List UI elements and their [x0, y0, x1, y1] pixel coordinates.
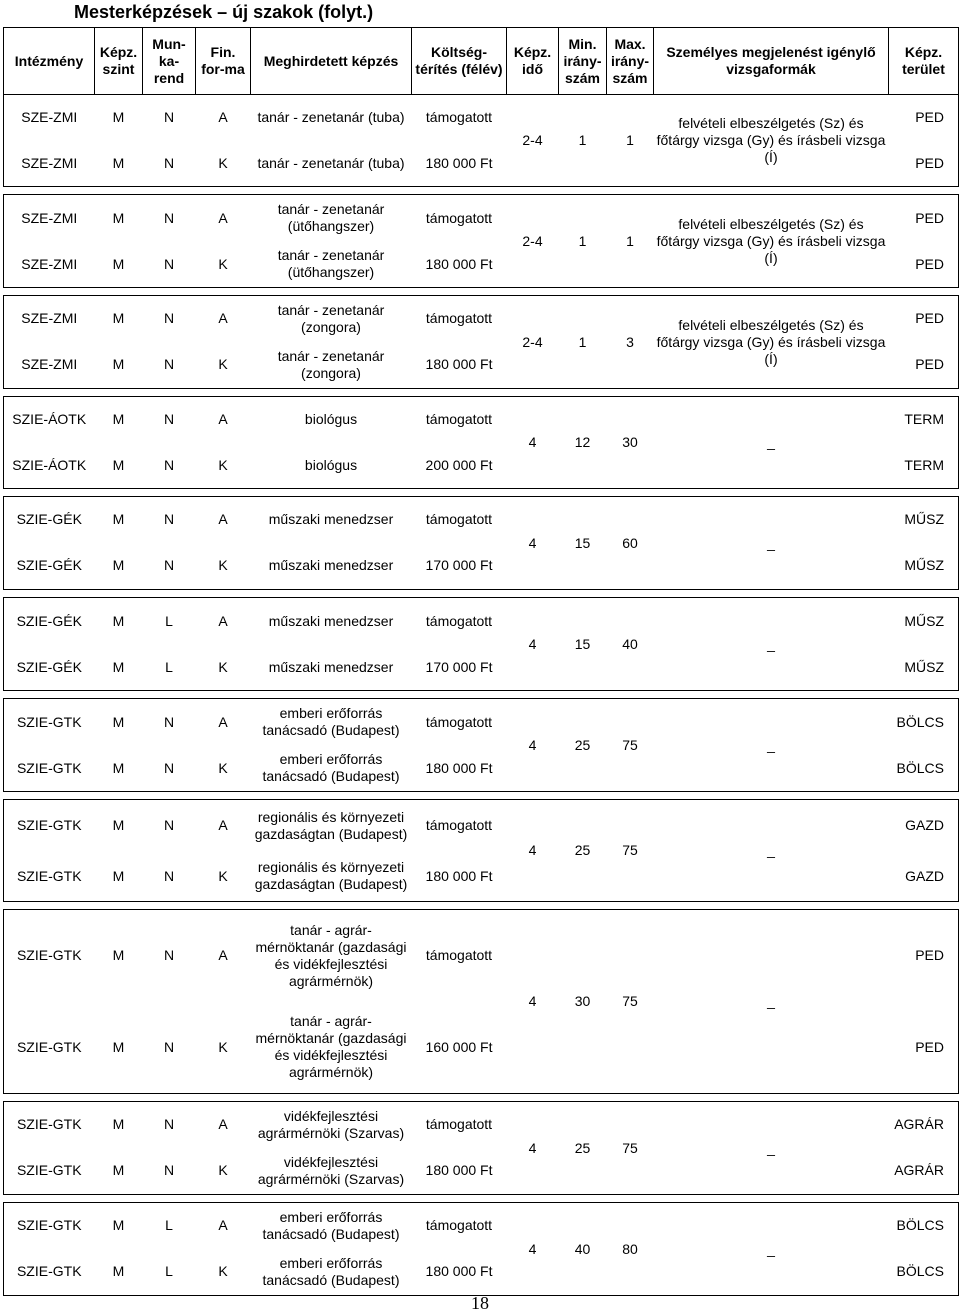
cell-kepzes: emberi erőforrás tanácsadó (Budapest): [251, 1249, 412, 1296]
cell-vizsga: _: [654, 1102, 889, 1195]
cell-forma: K: [196, 342, 251, 389]
cell-max: 75: [607, 699, 654, 792]
cell-forma: A: [196, 296, 251, 342]
cell-kepzes: emberi erőforrás tanácsadó (Budapest): [251, 699, 412, 746]
cell-kepzes: tanár - zenetanár (tuba): [251, 141, 412, 187]
cell-rend: L: [143, 1249, 196, 1296]
cell-terulet: BÖLCS: [889, 1203, 959, 1249]
cell-kepzes: tanár - zenetanár (ütőhangszer): [251, 195, 412, 242]
cell-ido: 4: [507, 598, 559, 691]
cell-ido: 4: [507, 1203, 559, 1296]
cell-szint: M: [95, 242, 143, 288]
cell-inst: SZE-ZMI: [4, 95, 95, 141]
cell-forma: A: [196, 497, 251, 543]
cell-szint: M: [95, 543, 143, 590]
cell-min: 1: [559, 296, 607, 389]
cell-koltseg: támogatott: [412, 296, 507, 342]
cell-max: 60: [607, 497, 654, 590]
cell-kepzes: tanár - agrár-mérnöktanár (gazdasági és vidékfejlesztési agrármérnök): [251, 1002, 412, 1094]
cell-szint: M: [95, 296, 143, 342]
cell-forma: K: [196, 746, 251, 792]
cell-min: 40: [559, 1203, 607, 1296]
cell-terulet: PED: [889, 910, 959, 1002]
page-number: 18: [471, 1293, 489, 1313]
cell-rend: N: [143, 1102, 196, 1148]
cell-forma: K: [196, 543, 251, 590]
cell-max: 75: [607, 910, 654, 1094]
cell-kepzes: műszaki menedzser: [251, 497, 412, 543]
cell-szint: M: [95, 800, 143, 852]
table-row: [4, 195, 959, 242]
cell-inst: SZIE-ÁOTK: [4, 397, 95, 443]
cell-terulet: BÖLCS: [889, 699, 959, 746]
cell-ido: 4: [507, 800, 559, 902]
cell-rend: N: [143, 242, 196, 288]
cell-kepzes: regionális és környezeti gazdaságtan (Budapest): [251, 852, 412, 902]
column-header: Min. irány-szám: [559, 28, 607, 95]
cell-kepzes: vidékfejlesztési agrármérnöki (Szarvas): [251, 1148, 412, 1195]
cell-kepzes: biológus: [251, 443, 412, 489]
cell-terulet: PED: [889, 141, 959, 187]
cell-ido: 4: [507, 910, 559, 1094]
cell-max: 75: [607, 800, 654, 902]
cell-szint: M: [95, 1002, 143, 1094]
cell-max: 75: [607, 1102, 654, 1195]
cell-koltseg: 180 000 Ft: [412, 141, 507, 187]
cell-min: 12: [559, 397, 607, 489]
cell-ido: 2-4: [507, 296, 559, 389]
cell-terulet: MŰSZ: [889, 598, 959, 645]
cell-min: 1: [559, 95, 607, 187]
cell-terulet: PED: [889, 95, 959, 141]
cell-koltseg: támogatott: [412, 800, 507, 852]
cell-ido: 4: [507, 497, 559, 590]
cell-terulet: MŰSZ: [889, 497, 959, 543]
column-header: Fin. for-ma: [196, 28, 251, 95]
cell-forma: A: [196, 1203, 251, 1249]
cell-kepzes: vidékfejlesztési agrármérnöki (Szarvas): [251, 1102, 412, 1148]
cell-kepzes: emberi erőforrás tanácsadó (Budapest): [251, 1203, 412, 1249]
column-header: Személyes megjelenést igénylő vizsgaformák: [654, 28, 889, 95]
cell-terulet: GAZD: [889, 852, 959, 902]
column-header: Intézmény: [4, 28, 95, 95]
cell-min: 25: [559, 1102, 607, 1195]
cell-rend: N: [143, 543, 196, 590]
table-row: [4, 95, 959, 141]
page-title: Mesterképzések – új szakok (folyt.): [74, 2, 374, 22]
cell-min: 1: [559, 195, 607, 288]
cell-szint: M: [95, 95, 143, 141]
cell-terulet: PED: [889, 296, 959, 342]
cell-kepzes: tanár - zenetanár (ütőhangszer): [251, 242, 412, 288]
cell-inst: SZIE-GTK: [4, 1148, 95, 1195]
cell-ido: 4: [507, 397, 559, 489]
cell-inst: SZIE-GTK: [4, 910, 95, 1002]
cell-terulet: TERM: [889, 397, 959, 443]
cell-vizsga: _: [654, 910, 889, 1094]
cell-szint: M: [95, 342, 143, 389]
cell-forma: A: [196, 397, 251, 443]
cell-ido: 2-4: [507, 195, 559, 288]
column-header: Képz. szint: [95, 28, 143, 95]
cell-kepzes: emberi erőforrás tanácsadó (Budapest): [251, 746, 412, 792]
cell-szint: M: [95, 852, 143, 902]
cell-koltseg: 180 000 Ft: [412, 342, 507, 389]
cell-forma: A: [196, 598, 251, 645]
cell-forma: K: [196, 1002, 251, 1094]
table-row: [4, 397, 959, 443]
cell-szint: M: [95, 195, 143, 242]
cell-terulet: AGRÁR: [889, 1102, 959, 1148]
cell-rend: N: [143, 699, 196, 746]
cell-rend: N: [143, 746, 196, 792]
cell-inst: SZIE-GÉK: [4, 543, 95, 590]
cell-rend: N: [143, 195, 196, 242]
cell-terulet: MŰSZ: [889, 645, 959, 691]
cell-terulet: BÖLCS: [889, 746, 959, 792]
cell-koltseg: támogatott: [412, 1203, 507, 1249]
cell-kepzes: tanár - zenetanár (zongora): [251, 342, 412, 389]
cell-rend: N: [143, 1002, 196, 1094]
cell-max: 1: [607, 195, 654, 288]
cell-vizsga: _: [654, 800, 889, 902]
cell-koltseg: 170 000 Ft: [412, 543, 507, 590]
cell-rend: N: [143, 95, 196, 141]
cell-forma: K: [196, 852, 251, 902]
cell-rend: N: [143, 296, 196, 342]
table-row: [4, 598, 959, 645]
cell-koltseg: támogatott: [412, 497, 507, 543]
cell-kepzes: tanár - zenetanár (tuba): [251, 95, 412, 141]
column-header: Meghirdetett képzés: [251, 28, 412, 95]
table-row: [4, 800, 959, 852]
cell-inst: SZE-ZMI: [4, 296, 95, 342]
cell-kepzes: műszaki menedzser: [251, 645, 412, 691]
cell-terulet: PED: [889, 1002, 959, 1094]
cell-rend: L: [143, 598, 196, 645]
column-header: Max. irány-szám: [607, 28, 654, 95]
column-header: Képz. idő: [507, 28, 559, 95]
cell-inst: SZE-ZMI: [4, 342, 95, 389]
cell-forma: K: [196, 443, 251, 489]
cell-koltseg: 200 000 Ft: [412, 443, 507, 489]
table-row: [4, 1102, 959, 1148]
column-header: Mun-ka-rend: [143, 28, 196, 95]
cell-rend: N: [143, 141, 196, 187]
cell-szint: M: [95, 746, 143, 792]
cell-terulet: PED: [889, 242, 959, 288]
cell-kepzes: műszaki menedzser: [251, 543, 412, 590]
courses-table: [3, 27, 959, 1296]
cell-koltseg: támogatott: [412, 397, 507, 443]
cell-kepzes: műszaki menedzser: [251, 598, 412, 645]
cell-min: 25: [559, 699, 607, 792]
cell-rend: N: [143, 1148, 196, 1195]
cell-inst: SZIE-ÁOTK: [4, 443, 95, 489]
cell-koltseg: 180 000 Ft: [412, 746, 507, 792]
cell-vizsga: felvételi elbeszélgetés (Sz) és főtárgy vizsga (Gy) és írásbeli vizsga (Í): [654, 95, 889, 187]
cell-koltseg: támogatott: [412, 699, 507, 746]
cell-ido: 2-4: [507, 95, 559, 187]
cell-terulet: TERM: [889, 443, 959, 489]
cell-inst: SZIE-GTK: [4, 1002, 95, 1094]
cell-inst: SZE-ZMI: [4, 242, 95, 288]
cell-szint: M: [95, 1203, 143, 1249]
cell-inst: SZIE-GÉK: [4, 645, 95, 691]
cell-koltseg: 180 000 Ft: [412, 1249, 507, 1296]
cell-forma: A: [196, 699, 251, 746]
cell-forma: K: [196, 1148, 251, 1195]
cell-koltseg: támogatott: [412, 95, 507, 141]
cell-vizsga: _: [654, 1203, 889, 1296]
cell-rend: N: [143, 852, 196, 902]
cell-koltseg: 180 000 Ft: [412, 242, 507, 288]
cell-terulet: GAZD: [889, 800, 959, 852]
cell-min: 25: [559, 800, 607, 902]
cell-szint: M: [95, 443, 143, 489]
cell-rend: N: [143, 443, 196, 489]
cell-szint: M: [95, 910, 143, 1002]
cell-forma: A: [196, 95, 251, 141]
column-header: Képz. terület: [889, 28, 959, 95]
cell-forma: K: [196, 645, 251, 691]
cell-forma: A: [196, 1102, 251, 1148]
cell-forma: K: [196, 242, 251, 288]
cell-rend: L: [143, 1203, 196, 1249]
cell-vizsga: _: [654, 397, 889, 489]
table-row: [4, 699, 959, 746]
cell-vizsga: _: [654, 497, 889, 590]
cell-terulet: PED: [889, 342, 959, 389]
cell-koltseg: támogatott: [412, 195, 507, 242]
cell-szint: M: [95, 645, 143, 691]
cell-vizsga: felvételi elbeszélgetés (Sz) és főtárgy vizsga (Gy) és írásbeli vizsga (Í): [654, 195, 889, 288]
cell-inst: SZIE-GTK: [4, 1102, 95, 1148]
cell-inst: SZIE-GTK: [4, 1249, 95, 1296]
cell-szint: M: [95, 598, 143, 645]
cell-vizsga: felvételi elbeszélgetés (Sz) és főtárgy vizsga (Gy) és írásbeli vizsga (Í): [654, 296, 889, 389]
cell-forma: A: [196, 195, 251, 242]
cell-terulet: BÖLCS: [889, 1249, 959, 1296]
cell-inst: SZIE-GTK: [4, 699, 95, 746]
cell-ido: 4: [507, 699, 559, 792]
table-row: [4, 1203, 959, 1249]
cell-terulet: AGRÁR: [889, 1148, 959, 1195]
cell-szint: M: [95, 1148, 143, 1195]
cell-inst: SZE-ZMI: [4, 195, 95, 242]
cell-rend: N: [143, 800, 196, 852]
cell-rend: N: [143, 497, 196, 543]
cell-rend: L: [143, 645, 196, 691]
table-row: [4, 497, 959, 543]
table-header-row: [4, 28, 959, 95]
cell-inst: SZIE-GTK: [4, 746, 95, 792]
column-header: Költség-térítés (félév): [412, 28, 507, 95]
cell-rend: N: [143, 397, 196, 443]
cell-koltseg: támogatott: [412, 598, 507, 645]
cell-min: 15: [559, 497, 607, 590]
cell-koltseg: támogatott: [412, 1102, 507, 1148]
cell-max: 40: [607, 598, 654, 691]
cell-min: 15: [559, 598, 607, 691]
cell-max: 1: [607, 95, 654, 187]
cell-szint: M: [95, 699, 143, 746]
cell-terulet: PED: [889, 195, 959, 242]
cell-forma: A: [196, 800, 251, 852]
cell-inst: SZIE-GÉK: [4, 598, 95, 645]
cell-inst: SZE-ZMI: [4, 141, 95, 187]
cell-ido: 4: [507, 1102, 559, 1195]
cell-kepzes: biológus: [251, 397, 412, 443]
cell-max: 80: [607, 1203, 654, 1296]
cell-forma: K: [196, 141, 251, 187]
cell-inst: SZIE-GTK: [4, 1203, 95, 1249]
cell-szint: M: [95, 1249, 143, 1296]
cell-inst: SZIE-GÉK: [4, 497, 95, 543]
cell-koltseg: 160 000 Ft: [412, 1002, 507, 1094]
cell-koltseg: 170 000 Ft: [412, 645, 507, 691]
cell-inst: SZIE-GTK: [4, 800, 95, 852]
cell-vizsga: _: [654, 699, 889, 792]
cell-forma: K: [196, 1249, 251, 1296]
cell-vizsga: _: [654, 598, 889, 691]
cell-terulet: MŰSZ: [889, 543, 959, 590]
cell-szint: M: [95, 141, 143, 187]
cell-rend: N: [143, 910, 196, 1002]
cell-koltseg: 180 000 Ft: [412, 1148, 507, 1195]
cell-kepzes: tanár - agrár-mérnöktanár (gazdasági és vidékfejlesztési agrármérnök): [251, 910, 412, 1002]
cell-max: 30: [607, 397, 654, 489]
cell-kepzes: regionális és környezeti gazdaságtan (Budapest): [251, 800, 412, 852]
cell-koltseg: támogatott: [412, 910, 507, 1002]
cell-szint: M: [95, 1102, 143, 1148]
cell-inst: SZIE-GTK: [4, 852, 95, 902]
cell-szint: M: [95, 397, 143, 443]
cell-max: 3: [607, 296, 654, 389]
cell-kepzes: tanár - zenetanár (zongora): [251, 296, 412, 342]
cell-forma: A: [196, 910, 251, 1002]
cell-rend: N: [143, 342, 196, 389]
cell-koltseg: 180 000 Ft: [412, 852, 507, 902]
table-row: [4, 296, 959, 342]
cell-min: 30: [559, 910, 607, 1094]
table-row: [4, 910, 959, 1002]
cell-szint: M: [95, 497, 143, 543]
